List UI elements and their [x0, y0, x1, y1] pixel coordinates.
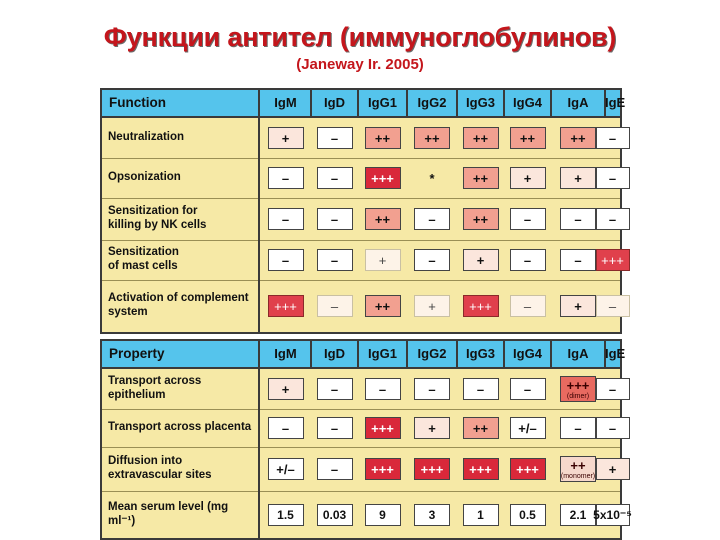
table-row	[102, 198, 620, 240]
cell-value: –	[330, 170, 339, 186]
cell-value: +	[281, 381, 290, 397]
cell-value: –	[281, 170, 290, 186]
table-header-row	[102, 90, 626, 118]
cell-value: +	[523, 170, 532, 186]
cell-ige	[596, 295, 630, 317]
header-igg1: IgG1	[368, 95, 397, 110]
cell-igg3	[463, 458, 499, 480]
property-table	[100, 339, 632, 540]
cell-value: –	[574, 420, 582, 436]
cell-value: +	[476, 252, 485, 268]
cell-igg4	[510, 127, 546, 149]
header-igg3: IgG3	[466, 346, 495, 361]
slide-title: Функции антител (иммуноглобулинов)	[103, 22, 617, 52]
header-igd: IgD	[324, 346, 345, 361]
cell-igg1	[365, 208, 401, 230]
cell-value: ++	[472, 130, 489, 146]
header-ige: IgE	[605, 95, 626, 110]
cell-igg1	[365, 417, 401, 439]
cell-igm	[268, 378, 304, 400]
cell-igg3	[463, 167, 499, 189]
cell-igg2	[414, 295, 450, 317]
cell-igg4	[510, 249, 546, 271]
cell-igd	[317, 417, 353, 439]
cell-value: +++	[371, 170, 394, 186]
cell-igm	[268, 295, 304, 317]
cell-value: +/–	[276, 461, 295, 477]
cell-igd	[317, 249, 353, 271]
cell-value: +	[428, 298, 436, 314]
cell-igg3	[463, 208, 499, 230]
cell-iga	[560, 208, 596, 230]
row-label: Sensitization of mast cells	[102, 240, 260, 280]
cell-igd	[317, 127, 353, 149]
cell-igm	[268, 417, 304, 439]
row-label: Mean serum level (mg ml⁻¹)	[102, 491, 260, 538]
cell-iga	[560, 167, 596, 189]
cell-igd	[317, 295, 353, 317]
cell-igg4	[510, 295, 546, 317]
cell-igm	[268, 458, 304, 480]
cell-value: ++	[472, 420, 489, 436]
cell-igg3	[463, 127, 499, 149]
cell-value: +++	[469, 298, 492, 314]
cell-igg2	[414, 504, 450, 526]
cell-value: –	[428, 381, 436, 397]
cell-igg2	[414, 378, 450, 400]
slide-subtitle: (Janeway Ir. 2005)	[296, 56, 424, 73]
function-table	[100, 88, 626, 334]
cell-value: –	[330, 252, 339, 268]
cell-igg1	[365, 127, 401, 149]
cell-igm	[268, 127, 304, 149]
cell-value: +++	[566, 377, 590, 393]
cell-value: –	[608, 381, 617, 397]
cell-value: –	[574, 252, 582, 268]
cell-value: –	[608, 420, 617, 436]
cell-value: ++	[374, 211, 391, 227]
cell-value: ++	[424, 130, 440, 146]
cell-note: (monomer)	[560, 472, 596, 480]
cell-igg4	[510, 458, 546, 480]
cell-value: –	[608, 170, 617, 186]
cell-iga	[560, 376, 596, 402]
cell-igg4	[510, 504, 546, 526]
header-igg4: IgG4	[513, 95, 542, 110]
cell-value: +++	[469, 461, 492, 477]
cell-value: +++	[516, 461, 539, 477]
cell-value: –	[281, 252, 290, 268]
cell-value: –	[281, 420, 290, 436]
header-function: Function	[109, 95, 166, 110]
table-row	[102, 447, 620, 491]
cell-value: –	[523, 211, 532, 227]
header-igg2: IgG2	[417, 95, 447, 110]
cell-value: +++	[420, 461, 444, 477]
cell-igg3	[463, 249, 499, 271]
cell-value: –	[608, 130, 617, 146]
header-property: Property	[109, 346, 165, 361]
cell-value: 2.1	[569, 507, 587, 522]
cell-igg1	[365, 167, 401, 189]
cell-ige	[596, 417, 630, 439]
cell-igg3	[463, 417, 499, 439]
cell-igm	[268, 208, 304, 230]
cell-igg2	[414, 167, 450, 189]
cell-value: +++	[371, 420, 394, 436]
header-igg4: IgG4	[513, 346, 542, 361]
cell-value: –	[476, 381, 485, 397]
cell-igg4	[510, 417, 546, 439]
cell-value: 3	[428, 507, 436, 522]
cell-value: 0.5	[519, 507, 536, 522]
cell-value: +	[378, 252, 387, 268]
cell-igg1	[365, 378, 401, 400]
cell-value: –	[608, 298, 617, 314]
cell-value: ++	[570, 457, 586, 473]
cell-iga	[560, 456, 596, 482]
table-row	[102, 158, 620, 198]
cell-value: –	[330, 298, 339, 314]
header-igg3: IgG3	[466, 95, 495, 110]
table-row	[102, 491, 632, 538]
cell-igg1	[365, 249, 401, 271]
cell-value: +++	[274, 298, 297, 314]
header-iga: IgA	[567, 95, 589, 110]
cell-ige	[596, 249, 630, 271]
cell-value: –	[523, 298, 532, 314]
cell-ige	[593, 504, 632, 526]
row-label: Diffusion into extravascular sites	[102, 447, 260, 491]
cell-value: 5x10⁻⁵	[593, 507, 632, 522]
cell-igg1	[365, 504, 401, 526]
cell-value: +	[428, 420, 436, 436]
cell-value: +/–	[518, 420, 537, 436]
row-label: Sensitization for killing by NK cells	[102, 198, 260, 240]
cell-value: –	[428, 211, 436, 227]
cell-value: –	[330, 381, 339, 397]
cell-igm	[268, 504, 304, 526]
cell-ige	[596, 208, 630, 230]
cell-igg4	[510, 378, 546, 400]
cell-value: 9	[379, 507, 386, 522]
cell-value: +	[574, 170, 582, 186]
cell-igg2	[414, 249, 450, 271]
cell-igg1	[365, 295, 401, 317]
cell-value: +	[281, 130, 290, 146]
header-iga: IgA	[567, 346, 589, 361]
cell-value: –	[574, 211, 582, 227]
cell-value: –	[523, 252, 532, 268]
cell-value: ++	[374, 298, 391, 314]
cell-igm	[268, 167, 304, 189]
row-label: Transport across placenta	[102, 409, 260, 447]
cell-value: –	[330, 211, 339, 227]
cell-ige	[596, 167, 630, 189]
cell-igd	[317, 167, 353, 189]
header-igg1: IgG1	[368, 346, 397, 361]
cell-value: *	[429, 170, 435, 186]
cell-igg2	[414, 127, 450, 149]
cell-value: +	[574, 298, 582, 314]
cell-igg2	[414, 458, 450, 480]
cell-note: (dimer)	[566, 392, 590, 400]
cell-igg3	[463, 378, 499, 400]
cell-igg4	[510, 208, 546, 230]
table-row	[102, 118, 620, 158]
cell-iga	[560, 504, 596, 526]
cell-value: 0.03	[322, 507, 347, 522]
cell-igg2	[414, 417, 450, 439]
cell-value: ++	[519, 130, 536, 146]
cell-iga	[560, 295, 596, 317]
cell-iga	[560, 249, 596, 271]
header-igm: IgM	[274, 346, 297, 361]
cell-value: ++	[472, 170, 489, 186]
row-label: Transport across epithelium	[102, 369, 260, 409]
header-igd: IgD	[324, 95, 345, 110]
cell-igd	[317, 458, 353, 480]
cell-value: –	[330, 461, 339, 477]
cell-igd	[317, 504, 353, 526]
cell-value: +++	[601, 252, 624, 268]
table-row	[102, 409, 620, 447]
cell-igd	[317, 208, 353, 230]
cell-igg3	[463, 504, 499, 526]
table-row	[102, 280, 620, 332]
cell-igm	[268, 249, 304, 271]
row-label: Activation of complement system	[102, 280, 260, 332]
cell-value: 1	[477, 507, 484, 522]
cell-igg1	[365, 458, 401, 480]
cell-igd	[317, 378, 353, 400]
cell-iga	[560, 417, 596, 439]
header-igg2: IgG2	[417, 346, 447, 361]
row-label: Opsonization	[102, 158, 260, 198]
cell-value: –	[428, 252, 436, 268]
table-row	[102, 240, 624, 280]
cell-value: –	[608, 211, 617, 227]
cell-value: 1.5	[277, 507, 294, 522]
cell-value: –	[330, 420, 339, 436]
cell-value: ++	[472, 211, 489, 227]
cell-ige	[596, 378, 630, 400]
row-label: Neutralization	[102, 118, 260, 158]
cell-value: –	[330, 130, 339, 146]
cell-igg3	[463, 295, 499, 317]
cell-iga	[560, 127, 596, 149]
header-ige: IgE	[605, 346, 626, 361]
cell-ige	[596, 127, 630, 149]
cell-value: ++	[570, 130, 586, 146]
cell-value: ++	[374, 130, 391, 146]
table-header-row	[102, 341, 626, 369]
cell-ige	[596, 458, 630, 480]
cell-value: +++	[371, 461, 394, 477]
cell-igg2	[414, 208, 450, 230]
cell-value: –	[523, 381, 532, 397]
table-row	[102, 369, 620, 409]
cell-value: +	[608, 461, 617, 477]
cell-value: –	[378, 381, 387, 397]
header-igm: IgM	[274, 95, 297, 110]
cell-igg4	[510, 167, 546, 189]
cell-value: –	[281, 211, 290, 227]
